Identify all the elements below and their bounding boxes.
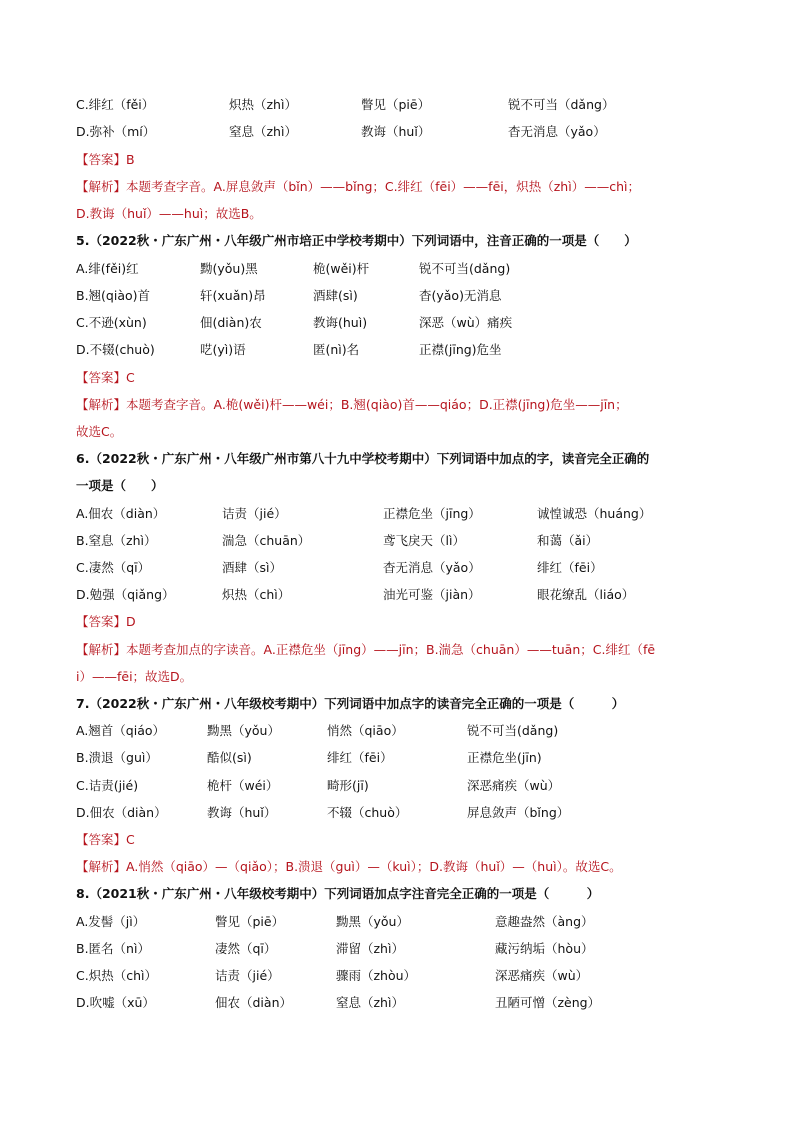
q4-d-4: 杳无消息（yǎo）: [508, 124, 606, 139]
q4-d-2: 窒息（zhì）: [229, 124, 297, 139]
q7-d-4: 屏息敛声（bǐng）: [467, 805, 570, 820]
q7-b-2: 酷似(sì): [207, 750, 252, 765]
q7-a-2: 黝黑（yǒu）: [207, 723, 280, 738]
q6-answer: [76, 612, 136, 632]
q5-b-2: 轩(xuǎn)昂: [200, 288, 266, 303]
q8-c-1: C.炽热（chì）: [76, 968, 157, 983]
q7-d-2: 教诲（huǐ）: [207, 805, 277, 820]
q7-a-4: 锐不可当(dǎng): [467, 723, 559, 738]
q5-analysis-text-2: 故选C。: [76, 424, 123, 439]
q8-b-4: 藏污纳垢（hòu）: [495, 941, 594, 956]
q4-answer-value: B: [126, 152, 135, 167]
q6-analysis-line-2: [76, 667, 192, 687]
q8-c-3: 骤雨（zhòu）: [336, 968, 417, 983]
q7-d-3: 不辍（chuò）: [327, 805, 408, 820]
q8-d-1: D.吹嘘（xū）: [76, 995, 155, 1010]
q6-title-line-1: 6.（2022秋・广东广州・八年级广州市第八十九中学校考期中）下列词语中加点的字，读音完全正确的: [76, 451, 650, 466]
q7-analysis-line-1: [76, 857, 622, 877]
q6-b-4: 和蔼（ǎi）: [537, 533, 599, 548]
q4-c-2: 炽热（zhì）: [229, 97, 297, 112]
q8-a-2: 瞥见（piē）: [215, 914, 285, 929]
q4-analysis-text-2: D.教诲（huǐ）——huì；故选B。: [76, 206, 262, 221]
q8-d-3: 窒息（zhì）: [336, 995, 404, 1010]
q8-a-4: 意趣盎然（àng）: [495, 914, 594, 929]
q5-b-4: 杳(yǎo)无消息: [419, 288, 502, 303]
q5-title: 5.（2022秋・广东广州・八年级广州市培正中学校考期中）下列词语中，注音正确的一项是（ ）: [76, 233, 637, 248]
q8-c-2: 诘责（jié）: [215, 968, 280, 983]
q5-a-4: 锐不可当(dǎng): [419, 261, 511, 276]
q6-d-1: D.勉强（qiǎng）: [76, 587, 175, 602]
q8-b-1: B.匿名（nì）: [76, 941, 150, 956]
q8-b-3: 滞留（zhì）: [336, 941, 404, 956]
q4-analysis-label: 【解析】: [76, 179, 127, 194]
q8-d-2: 佃农（diàn）: [215, 995, 292, 1010]
q4-analysis-line-2: [76, 204, 262, 224]
q5-d-3: 匿(nì)名: [313, 342, 360, 357]
q6-a-2: 诘责（jié）: [222, 506, 287, 521]
q6-a-3: 正襟危坐（jīng）: [383, 506, 481, 521]
q7-c-4: 深恶痛疾（wù）: [467, 778, 561, 793]
q6-title-line-2: 一项是（ ）: [76, 478, 164, 493]
q7-a-3: 悄然（qiāo）: [327, 723, 404, 738]
q5-analysis-label: 【解析】: [76, 397, 127, 412]
q6-answer-label: 【答案】: [76, 614, 127, 629]
q7-b-3: 绯红（fēi）: [327, 750, 393, 765]
q5-b-3: 酒肆(sì): [313, 288, 358, 303]
q4-answer: [76, 150, 135, 170]
q4-c-4: 锐不可当（dǎng）: [508, 97, 615, 112]
q5-c-3: 教诲(huì): [313, 315, 368, 330]
q5-d-1: D.不辍(chuò): [76, 342, 155, 357]
q4-c-3: 瞥见（piē）: [361, 97, 431, 112]
q6-analysis-line-1: [76, 640, 655, 660]
q5-a-1: A.绯(fěi)红: [76, 261, 139, 276]
q5-answer-label: 【答案】: [76, 370, 127, 385]
q7-answer: [76, 830, 135, 850]
q7-c-3: 畸形(jī): [327, 778, 369, 793]
q5-answer: [76, 368, 135, 388]
q7-c-2: 桅杆（wéi）: [207, 778, 279, 793]
q7-answer-label: 【答案】: [76, 832, 127, 847]
q4-analysis-line-1: [76, 177, 640, 197]
q7-b-1: B.溃退（guì）: [76, 750, 158, 765]
q8-title: 8.（2021秋・广东广州・八年级校考期中）下列词语加点字注音完全正确的一项是（ ）: [76, 886, 600, 901]
q5-c-4: 深恶（wù）痛疾: [419, 315, 513, 330]
q6-d-2: 炽热（chì）: [222, 587, 291, 602]
q4-c-1: C.绯红（fěi）: [76, 97, 155, 112]
q6-analysis-text-2: i）——fēi；故选D。: [76, 669, 193, 684]
q7-d-1: D.佃农（diàn）: [76, 805, 167, 820]
q8-b-2: 凄然（qī）: [215, 941, 277, 956]
q6-analysis-label: 【解析】: [76, 642, 127, 657]
q5-a-2: 黝(yǒu)黑: [200, 261, 258, 276]
q6-a-4: 诚惶诚恐（huáng）: [537, 506, 652, 521]
q5-analysis-line-1: [76, 395, 628, 415]
q7-analysis-label: 【解析】: [76, 859, 127, 874]
q5-analysis-text-1: 本题考查字音。A.桅(wěi)杆——wéi；B.翘(qiào)首——qiáo；D.正襟(jīng)危坐——jīn；: [126, 397, 628, 412]
q7-c-1: C.诘责(jié): [76, 778, 139, 793]
q7-a-1: A.翘首（qiáo）: [76, 723, 166, 738]
q7-analysis-text-1: A.悄然（qiāo）—（qiǎo）；B.溃退（guì）—（kuì）；D.教诲（huǐ）—（huì）。故选C。: [126, 859, 622, 874]
q6-d-4: 眼花缭乱（liáo）: [537, 587, 635, 602]
q8-c-4: 深恶痛疾（wù）: [495, 968, 589, 983]
q8-a-3: 黝黑（yǒu）: [336, 914, 409, 929]
q8-a-1: A.发髻（jì）: [76, 914, 146, 929]
q5-d-2: 呓(yì)语: [200, 342, 246, 357]
q5-a-3: 桅(wěi)杆: [313, 261, 370, 276]
q4-answer-label: 【答案】: [76, 152, 127, 167]
q5-c-2: 佃(diàn)农: [200, 315, 262, 330]
q4-d-1: D.弥补（mí）: [76, 124, 156, 139]
q6-analysis-text-1: 本题考查加点的字读音。A.正襟危坐（jīng）——jīn；B.湍急（chuān）——tuān；C.绯红（fē: [126, 642, 656, 657]
q6-a-1: A.佃农（diàn）: [76, 506, 166, 521]
q7-b-4: 正襟危坐(jīn): [467, 750, 542, 765]
q6-c-1: C.凄然（qī）: [76, 560, 151, 575]
q5-analysis-line-2: [76, 422, 122, 442]
q5-answer-value: C: [126, 370, 135, 385]
q5-c-1: C.不逊(xùn): [76, 315, 147, 330]
q6-b-1: B.窒息（zhì）: [76, 533, 157, 548]
q7-title: 7.（2022秋・广东广州・八年级校考期中）下列词语中加点字的读音完全正确的一项是（ ）: [76, 696, 625, 711]
q6-answer-value: D: [126, 614, 136, 629]
q6-c-2: 酒肆（sì）: [222, 560, 282, 575]
q6-d-3: 油光可鉴（jiàn）: [383, 587, 481, 602]
q6-c-3: 杳无消息（yǎo）: [383, 560, 481, 575]
q5-b-1: B.翘(qiào)首: [76, 288, 151, 303]
q8-d-4: 丑陋可憎（zèng）: [495, 995, 601, 1010]
q4-d-3: 教诲（huǐ）: [361, 124, 431, 139]
q6-b-3: 鸢飞戾天（lì）: [383, 533, 465, 548]
q6-c-4: 绯红（fēi）: [537, 560, 603, 575]
q4-analysis-text-1: 本题考查字音。A.屏息敛声（bǐn）——bǐng；C.绯红（fēi）——fēi，炽热（zhì）——chì；: [126, 179, 640, 194]
q7-answer-value: C: [126, 832, 135, 847]
q5-d-4: 正襟(jīng)危坐: [419, 342, 502, 357]
q6-b-2: 湍急（chuān）: [222, 533, 311, 548]
